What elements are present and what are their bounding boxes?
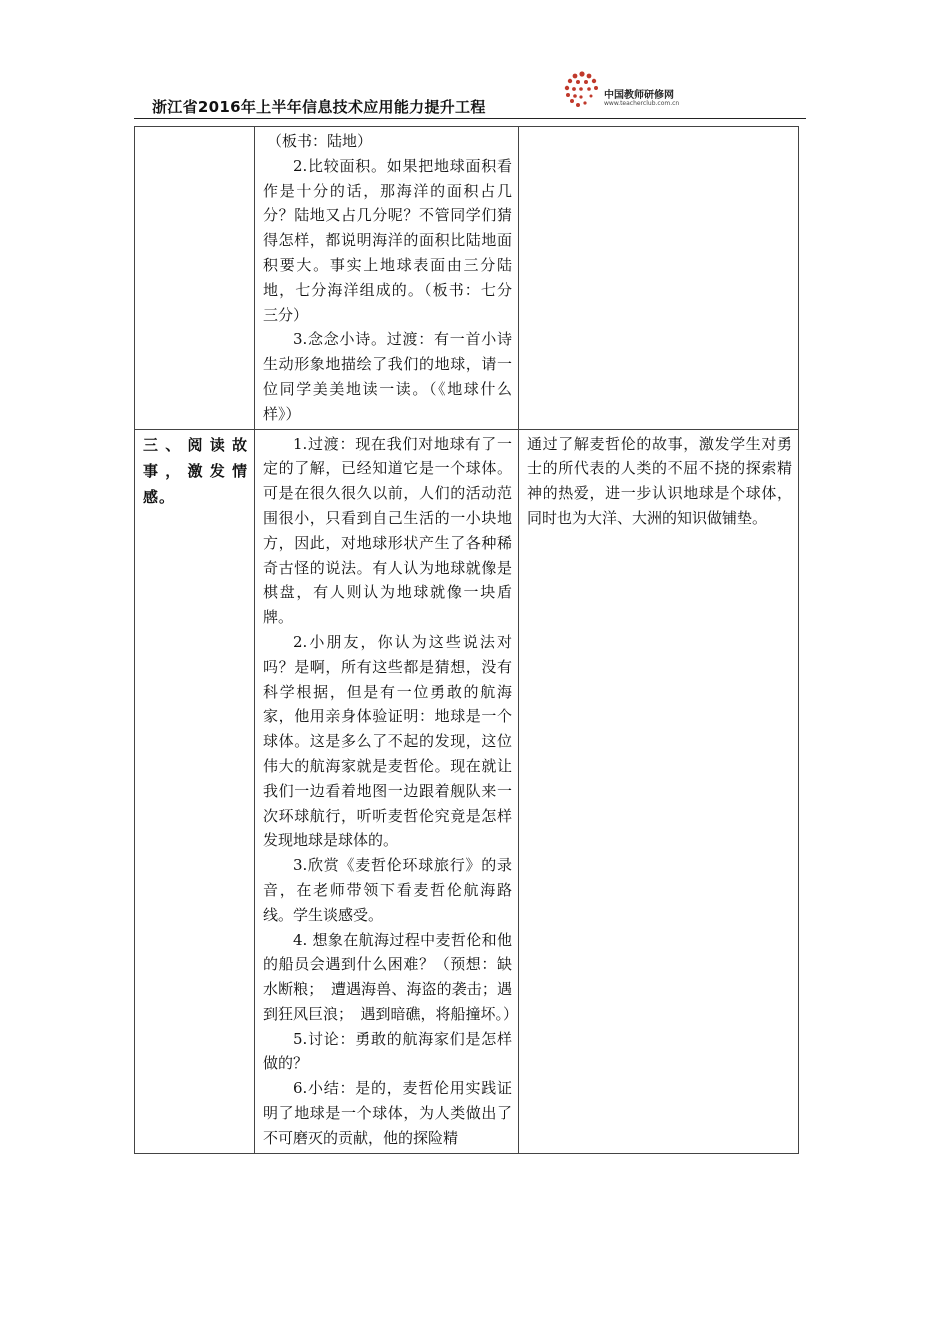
logo-flower-icon	[560, 68, 604, 114]
content-paragraph: 2.小朋友，你认为这些说法对吗？是啊，所有这些都是猜想，没有科学根据，但是有一位勇敢的航海家，他用亲身体验证明：地球是一个球体。这是多么了不起的发现，这位伟大的航海家就是麦哲伦。现在就让我们一边看着地图一边跟着舰队来一次环球航行，听听麦哲伦究竟是怎样发现地球是球体的。	[263, 632, 512, 850]
table-row	[135, 429, 799, 1153]
content-cell	[255, 127, 543, 430]
content-paragraph: 1.过渡：现在我们对地球有了一定的了解，已经知道它是一个球体。可是在很久很久以前，人们的活动范围很小，只看到自己生活的一小块地方，因此，对地球形状产生了各种稀奇古怪的说法。有人认为地球就像是棋盘，有人则认为地球就像一块盾牌。	[263, 434, 512, 627]
content-cell	[255, 429, 519, 1153]
table-row	[135, 127, 799, 430]
content-paragraph: 4. 想象在航海过程中麦哲伦和他的船员会遇到什么困难？（预想：缺水断粮； 遭遇海兽、海盗的袭击；遇到狂风巨浪； 遇到暗礁，将船撞坏。）	[263, 930, 519, 1023]
intent-cell	[519, 127, 799, 430]
document-header-title: 浙江省2016年上半年信息技术应用能力提升工程	[152, 98, 486, 116]
content-paragraph: 3.念念小诗。过渡：有一首小诗生动形象地描绘了我们的地球，请一位同学美美地读一读。（《地球什么样》）	[263, 330, 512, 423]
lesson-plan-table	[134, 126, 799, 1154]
stage-cell	[135, 127, 255, 430]
content-paragraph: 6.小结：是的，麦哲伦用实践证明了地球是一个球体，为人类做出了不可磨灭的贡献，他的探险精	[263, 1079, 512, 1147]
stage-cell	[135, 429, 255, 1153]
logo-url: www.teacherclub.com.cn	[604, 100, 680, 107]
header-divider	[134, 118, 806, 119]
content-paragraph: 3.欣赏《麦哲伦环球旅行》的录音，在老师带领下看麦哲伦航海路线。学生谈感受。	[263, 856, 512, 924]
logo-text: 中国教师研修网	[604, 90, 674, 101]
stage-heading: 三、阅读故事，激发情感。	[143, 435, 248, 506]
content-paragraph: （板书：陆地）	[267, 132, 373, 150]
teacherclub-logo	[560, 68, 720, 114]
content-paragraph: 2.比较面积。如果把地球面积看作是十分的话，那海洋的面积占几分？陆地又占几分呢？不管同学们猜得怎样，都说明海洋的面积比陆地面积要大。事实上地球表面由三分陆地，七分海洋组成的。（板书：七分 三分）	[263, 156, 543, 324]
intent-cell	[519, 429, 799, 1153]
content-paragraph: 5.讨论：勇敢的航海家们是怎样做的？	[263, 1029, 512, 1073]
intent-paragraph: 通过了解麦哲伦的故事，激发学生对勇士的所代表的人类的不屈不挠的探索精神的热爱，进一步认识地球是个球体，同时也为大洋、大洲的知识做铺垫。	[527, 434, 792, 527]
